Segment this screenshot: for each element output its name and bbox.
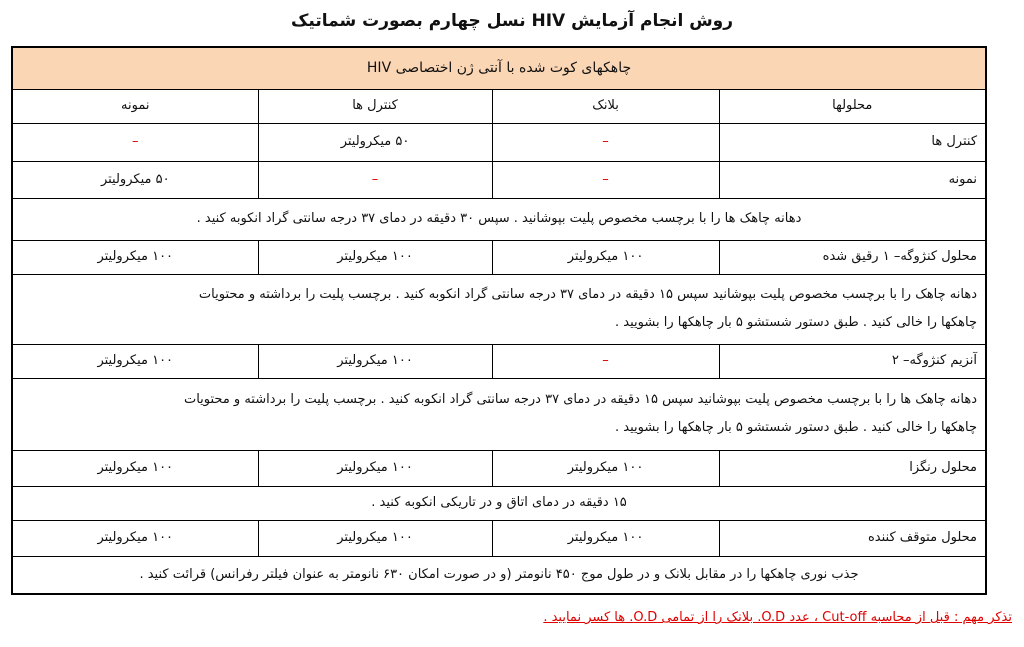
table-row <box>12 161 986 198</box>
cell-control: ۱۰۰ میکرولیتر <box>258 344 492 378</box>
cell-sample: ۱۰۰ میکرولیتر <box>12 450 258 486</box>
cell-sample: ۱۰۰ میکرولیتر <box>12 240 258 274</box>
table-header-row <box>12 47 986 89</box>
col-header-solutions: محلولها <box>719 89 986 123</box>
cell-blank: ۱۰۰ میکرولیتر <box>492 450 719 486</box>
row-label: آنزیم کنژوگه– ۲ <box>719 344 986 378</box>
instruction-step5: جذب نوری چاهکها را در مقابل بلانک و در طول موج ۴۵۰ نانومتر (و در صورت امکان ۶۳۰ نانومتر به عنوان فیلتر رفرانس) قرائت کنید . <box>12 556 986 594</box>
cell-blank: – <box>492 123 719 161</box>
cell-sample: ۵۰ میکرولیتر <box>12 161 258 198</box>
col-header-sample: نمونه <box>12 89 258 123</box>
cell-sample: ۱۰۰ میکرولیتر <box>12 520 258 556</box>
instruction-line: چاهکها را خالی کنید . طبق دستور شستشو ۵ بار چاهکها را بشویید . <box>615 315 978 330</box>
cell-blank: – <box>492 161 719 198</box>
table-row <box>12 240 986 274</box>
important-note <box>312 608 1012 627</box>
instruction-row <box>12 198 986 240</box>
row-label: محلول متوقف کننده <box>719 520 986 556</box>
table-row <box>12 450 986 486</box>
col-header-controls: کنترل ها <box>258 89 492 123</box>
instruction-row <box>12 274 986 344</box>
instruction-line: دهانه چاهک را با برچسب مخصوص پلیت بپوشانید سپس ۱۵ دقیقه در دمای ۳۷ درجه سانتی گراد انکوبه کنید . برچسب پلیت را برداشته و محتویات <box>198 287 978 302</box>
table-row <box>12 520 986 556</box>
protocol-table <box>11 46 987 595</box>
instruction-step2 <box>12 274 986 344</box>
cell-blank: ۱۰۰ میکرولیتر <box>492 520 719 556</box>
row-label: محلول رنگزا <box>719 450 986 486</box>
row-label: نمونه <box>719 161 986 198</box>
cell-blank: ۱۰۰ میکرولیتر <box>492 240 719 274</box>
row-label: محلول کنژوگه– ۱ رقیق شده <box>719 240 986 274</box>
table-row <box>12 344 986 378</box>
instruction-row <box>12 378 986 450</box>
cell-sample: – <box>12 123 258 161</box>
note-text: تذکر مهم : قبل از محاسبه Cut-off ، عدد O.D. بلانک را از تمامی O.D. ها کسر نمایید . <box>543 610 1012 625</box>
instruction-step4: ۱۵ دقیقه در دمای اتاق و در تاریکی انکوبه کنید . <box>12 486 986 520</box>
page-title: روش انجام آزمایش HIV نسل چهارم بصورت شماتیک <box>290 11 734 31</box>
row-label: کنترل ها <box>719 123 986 161</box>
cell-control: ۵۰ میکرولیتر <box>258 123 492 161</box>
instruction-line: دهانه چاهک ها را با برچسب مخصوص پلیت بپوشانید سپس ۱۵ دقیقه در دمای ۳۷ درجه سانتی گراد انکوبه کنید . برچسب پلیت را برداشته و محتویات <box>183 392 978 407</box>
cell-control: – <box>258 161 492 198</box>
instruction-step1: دهانه چاهک ها را با برچسب مخصوص پلیت بپوشانید . سپس ۳۰ دقیقه در دمای ۳۷ درجه سانتی گراد انکوبه کنید . <box>12 198 986 240</box>
instruction-step3 <box>12 378 986 450</box>
cell-sample: ۱۰۰ میکرولیتر <box>12 344 258 378</box>
table-row <box>12 123 986 161</box>
cell-control: ۱۰۰ میکرولیتر <box>258 520 492 556</box>
col-header-blank: بلانک <box>492 89 719 123</box>
instruction-row <box>12 556 986 594</box>
cell-control: ۱۰۰ میکرولیتر <box>258 450 492 486</box>
column-header-row <box>12 89 986 123</box>
cell-blank: – <box>492 344 719 378</box>
cell-control: ۱۰۰ میکرولیتر <box>258 240 492 274</box>
table-header: چاهکهای کوت شده با آنتی ژن اختصاصی HIV <box>12 47 986 89</box>
instruction-row <box>12 486 986 520</box>
instruction-line: چاهکها را خالی کنید . طبق دستور شستشو ۵ بار چاهکها را بشویید . <box>615 420 978 435</box>
